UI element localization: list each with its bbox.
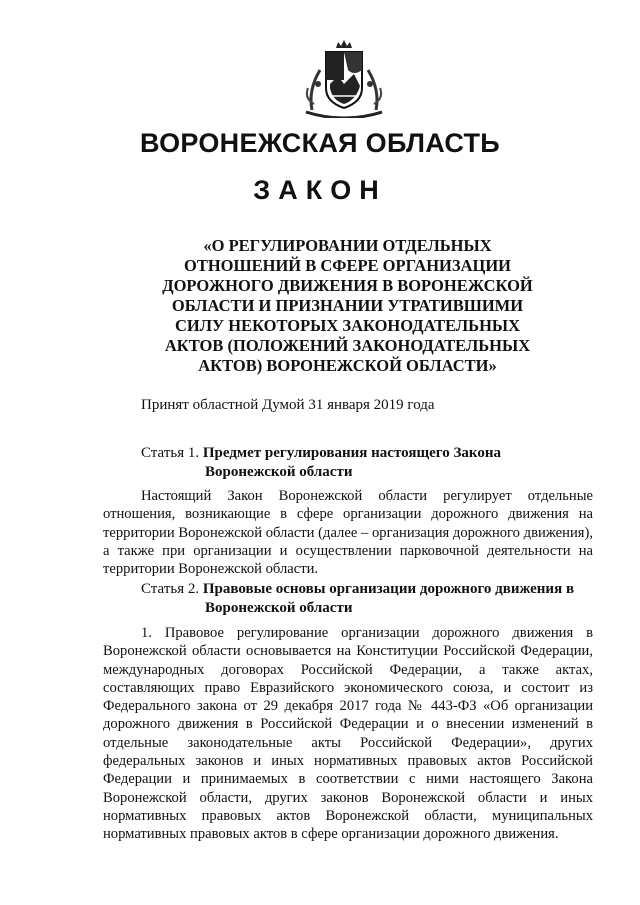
article-label: Статья 2. [141,581,200,597]
region-title: ВОРОНЕЖСКАЯ ОБЛАСТЬ [139,128,501,158]
article-2-text: 1. Правовое регулирование организации дорожного движения в Воронежской области основывается на Конституции Российской Федерации, международных договорах Российской Федерации, а также актах, составляющих право Евразийского экономического союза, и состоит из Федерального закона от 29 декабря 2017 года № 443-ФЗ «Об организации дорожного движения в Российской Федерации и о внесении изменений в отдельные законодательные акты Российской Федерации», других федеральных законов и иных нормативных правовых актов Российской Федерации и принимаемых в соответствии с ними настоящего Закона Воронежской области, других законов Воронежской области и иных нормативных правовых актов Воронежской области, муниципальных нормативных правовых актов в сфере организации дорожного движения. [103,625,593,843]
law-title: ЗАКОН [253,175,387,205]
article-1-text: Настоящий Закон Воронежской области регулирует отдельные отношения, возникающие в сфере организации дорожного движения на территории Воронежской области (далее – организация дорожного движения), а также при организации и осуществлении парковочной деятельности на территории Воронежской области. [103,488,593,578]
article-title: Предмет регулирования настоящего Закона [202,445,501,461]
article-2-heading [141,580,574,618]
article-title-cont: Воронежской области [205,464,353,480]
law-name-line: АКТОВ) ВОРОНЕЖСКОЙ ОБЛАСТИ» [198,356,497,375]
article-title: Правовые основы организации дорожного движения в [202,581,575,597]
law-name-line: АКТОВ (ПОЛОЖЕНИЙ ЗАКОНОДАТЕЛЬНЫХ [164,336,531,355]
article-1-heading [141,444,501,482]
law-name [160,236,535,376]
article-title-cont: Воронежской области [205,600,353,616]
law-name-line: ОТНОШЕНИЙ В СФЕРЕ ОРГАНИЗАЦИИ [183,256,512,275]
article-label: Статья 1. [141,445,200,461]
law-name-line: ДОРОЖНОГО ДВИЖЕНИЯ В ВОРОНЕЖСКОЙ [162,276,533,295]
law-name-line: ОБЛАСТИ И ПРИЗНАНИИ УТРАТИВШИМИ [171,296,524,315]
coat-of-arms-emblem [298,40,390,118]
law-name-line: «О РЕГУЛИРОВАНИИ ОТДЕЛЬНЫХ [203,236,492,255]
adoption-date: Принят областной Думой 31 января 2019 года [141,397,435,413]
law-name-line: СИЛУ НЕКОТОРЫХ ЗАКОНОДАТЕЛЬНЫХ [174,316,521,335]
